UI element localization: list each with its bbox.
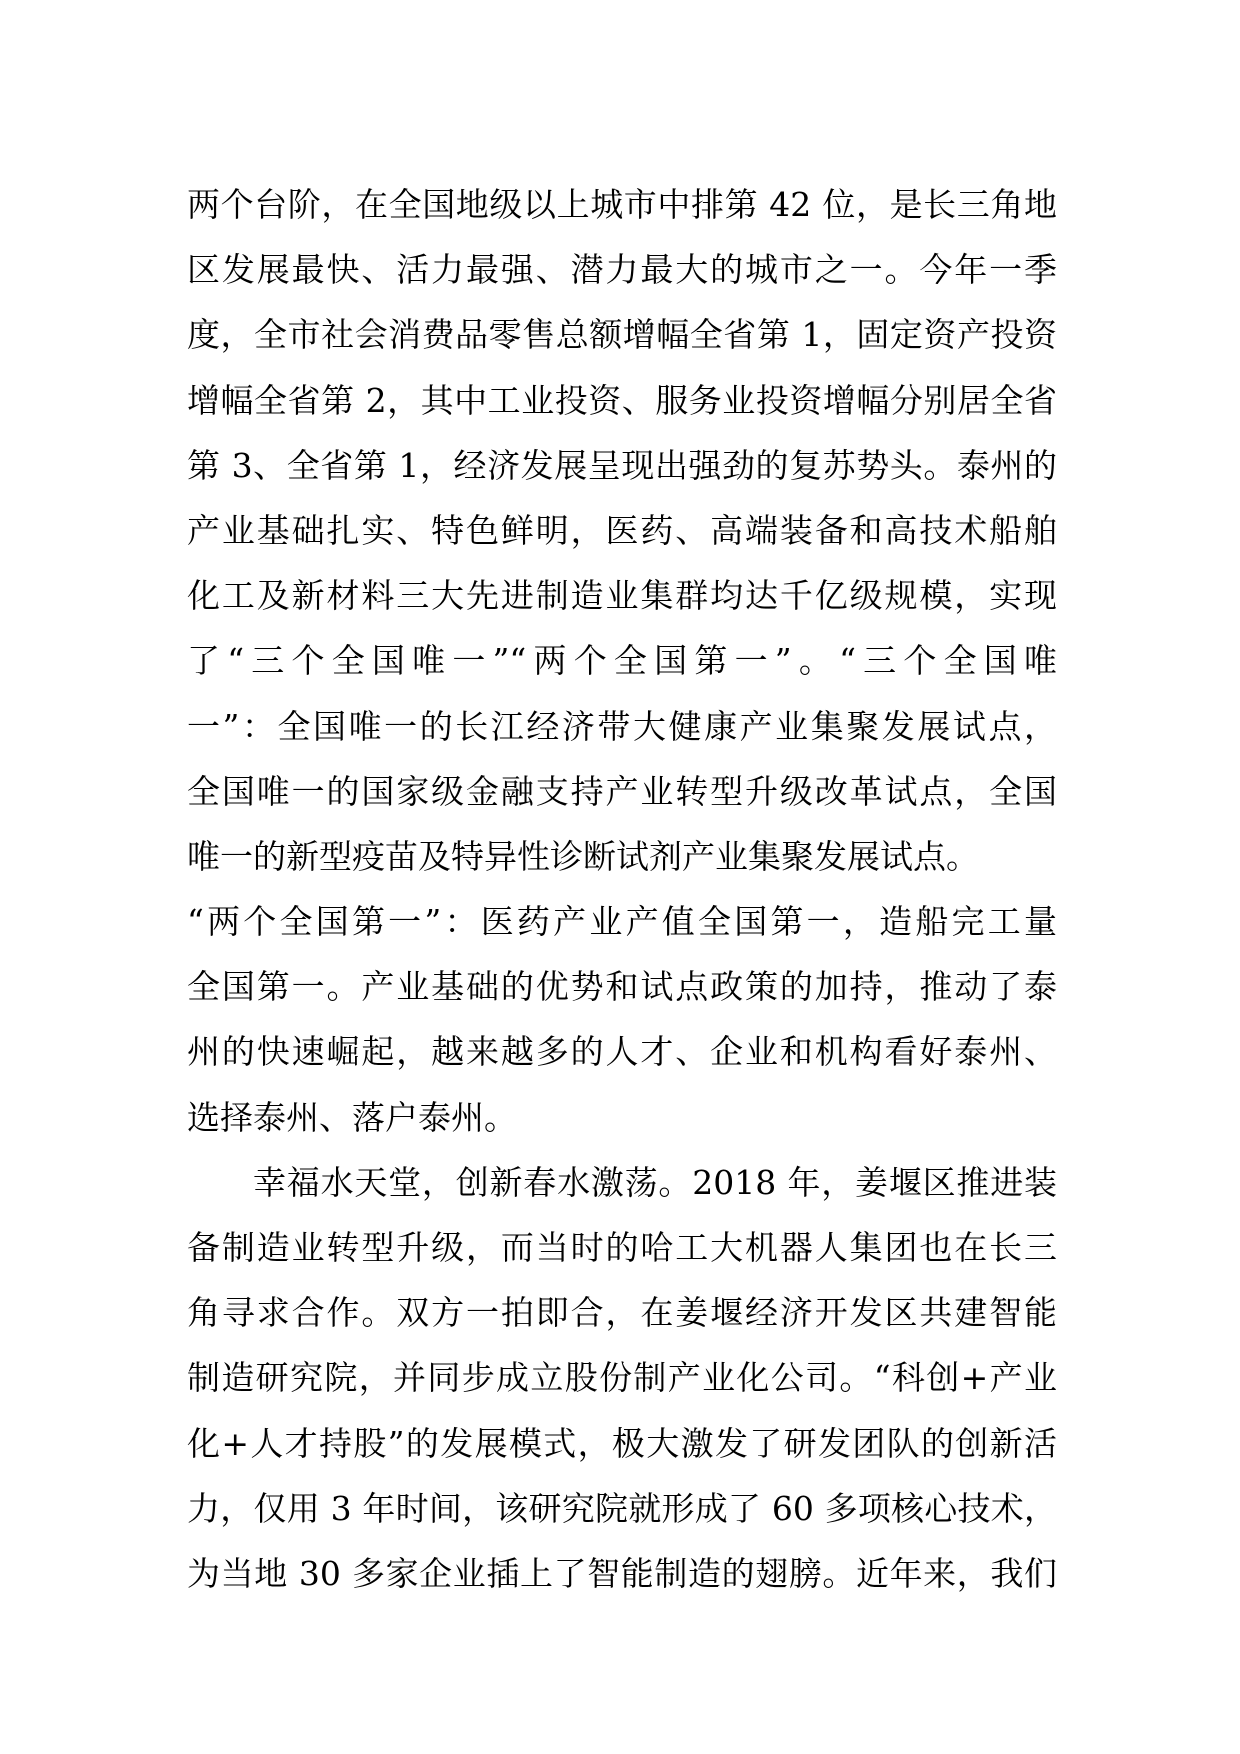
text-line: 两个台阶，在全国地级以上城市中排第 42 位，是长三角地 [187,185,1057,224]
text-line: 全国第一。产业基础的优势和试点政策的加持，推动了泰 [187,967,1057,1007]
text-line: 力，仅用 3 年时间，该研究院就形成了 60 多项核心技术， [187,1488,1057,1528]
body-text [187,172,1057,1606]
text-line: 一”：全国唯一的长江经济带大健康产业集聚发展试点， [187,706,1057,746]
text-line: 化工及新材料三大先进制造业集群均达千亿级规模，实现 [187,576,1057,616]
text-line: 角寻求合作。双方一拍即合，在姜堰经济开发区共建智能 [187,1293,1057,1333]
text-line: 为当地 30 多家企业插上了智能制造的翅膀。近年来，我们 [187,1553,1057,1593]
text-line: 增幅全省第 2，其中工业投资、服务业投资增幅分别居全省 [187,380,1057,420]
text-line: 了“三个全国唯一”“两个全国第一”。“三个全国唯 [187,641,1057,681]
paragraph-end-line: 选择泰州、落户泰州。 [187,1097,517,1137]
text-line: 全国唯一的国家级金融支持产业转型升级改革试点，全国 [187,771,1057,811]
text-line: 区发展最快、活力最强、潜力最大的城市之一。今年一季 [187,250,1057,290]
text-line: 产业基础扎实、特色鲜明，医药、高端装备和高技术船舶 [187,510,1057,550]
text-line: 制造研究院，并同步成立股份制产业化公司。“科创+产业 [187,1358,1057,1398]
text-line: 化+人才持股”的发展模式，极大激发了研发团队的创新活 [187,1423,1057,1463]
paragraph-start-line: 幸福水天堂，创新春水激荡。2018 年，姜堰区推进装 [253,1162,1057,1202]
text-line: 度，全市社会消费品零售总额增幅全省第 1，固定资产投资 [187,315,1057,355]
text-line: 第 3、全省第 1，经济发展呈现出强劲的复苏势头。泰州的 [187,445,1057,485]
text-line: 备制造业转型升级，而当时的哈工大机器人集团也在长三 [187,1228,1057,1267]
text-line: 唯一的新型疫苗及特异性诊断试剂产业集聚发展试点。 [187,836,979,876]
text-line: 州的快速崛起，越来越多的人才、企业和机构看好泰州、 [187,1032,1057,1072]
text-line: “两个全国第一”：医药产业产值全国第一，造船完工量 [187,902,1057,942]
